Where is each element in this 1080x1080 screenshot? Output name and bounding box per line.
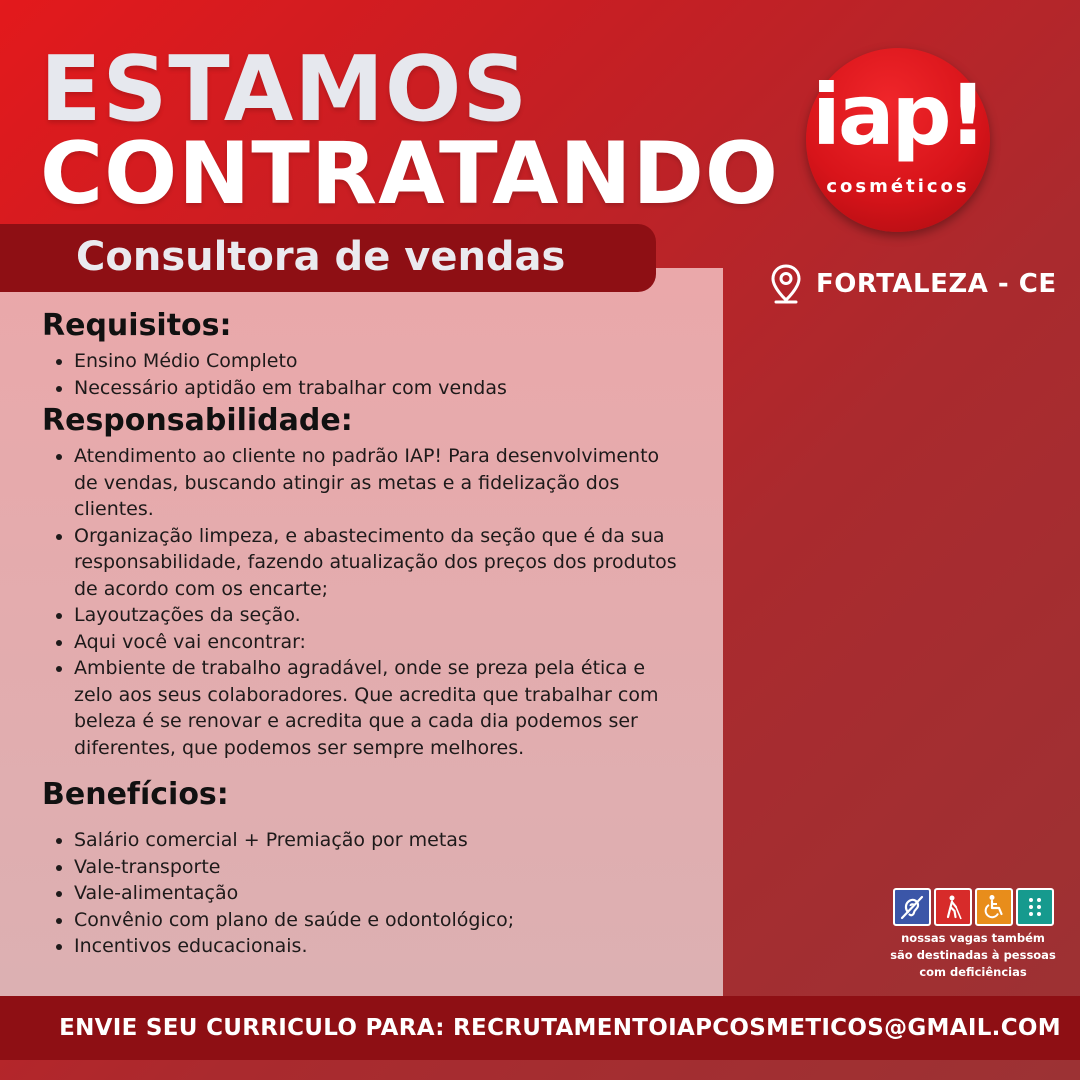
requisitos-title: Requisitos: — [42, 308, 232, 343]
beneficios-list — [42, 827, 682, 960]
accessibility-icons — [890, 888, 1056, 926]
job-title: Consultora de vendas — [76, 234, 566, 280]
map-pin-icon — [770, 264, 802, 304]
visual-impairment-icon — [934, 888, 972, 926]
iap-cosmeticos-logo — [806, 48, 990, 232]
location-text: FORTALEZA - CE — [816, 269, 1057, 299]
list-item: • Necessário aptidão em trabalhar com vendas — [74, 375, 682, 402]
beneficios-title: Benefícios: — [42, 777, 229, 812]
list-item: • Vale-transporte — [74, 854, 682, 881]
wheelchair-icon — [975, 888, 1013, 926]
logo-subtitle: cosméticos — [826, 176, 970, 197]
accessibility-text: nossas vagas também são destinadas à pessoas com deficiências — [890, 931, 1056, 979]
list-item: • Incentivos educacionais. — [74, 933, 682, 960]
braille-icon — [1016, 888, 1054, 926]
list-item: • Ambiente de trabalho agradável, onde se preza pela ética e zelo aos seus colaboradores. Que acredita que trabalhar com beleza é se renovar e acredita que a cada dia podemos ser diferentes, que podemos ser sempre melhores. — [74, 655, 682, 761]
list-item: • Vale-alimentação — [74, 880, 682, 907]
location — [770, 264, 1057, 304]
list-item: • Salário comercial + Premiação por metas — [74, 827, 682, 854]
responsabilidade-list — [42, 443, 682, 761]
list-item: • Aqui você vai encontrar: — [74, 629, 682, 656]
responsabilidade-section — [42, 401, 682, 761]
responsabilidade-title: Responsabilidade: — [42, 403, 353, 438]
beneficios-section — [42, 775, 682, 960]
list-item: • Ensino Médio Completo — [74, 348, 682, 375]
hearing-impairment-icon — [893, 888, 931, 926]
list-item: • Atendimento ao cliente no padrão IAP! Para desenvolvimento de vendas, buscando atingir as metas e a fidelização dos clientes. — [74, 443, 682, 523]
requisitos-list — [42, 348, 682, 401]
requisitos-section — [42, 306, 682, 401]
job-content — [42, 306, 682, 960]
headline-line-2: CONTRATANDO — [40, 124, 779, 224]
list-item: • Layoutzações da seção. — [74, 602, 682, 629]
accessibility-notice — [890, 888, 1056, 981]
logo-wordmark: iap! — [812, 66, 984, 164]
headline-line-1: ESTAMOS — [40, 37, 529, 142]
list-item: • Organização limpeza, e abastecimento da seção que é da sua responsabilidade, fazendo atualização dos preços dos produtos de acordo com os encarte; — [74, 523, 682, 603]
headline — [40, 37, 779, 224]
footer-cta: ENVIE SEU CURRICULO PARA: RECRUTAMENTOIAPCOSMETICOS@GMAIL.COM — [59, 1015, 1061, 1041]
footer-banner — [0, 996, 1080, 1060]
list-item: • Convênio com plano de saúde e odontológico; — [74, 907, 682, 934]
